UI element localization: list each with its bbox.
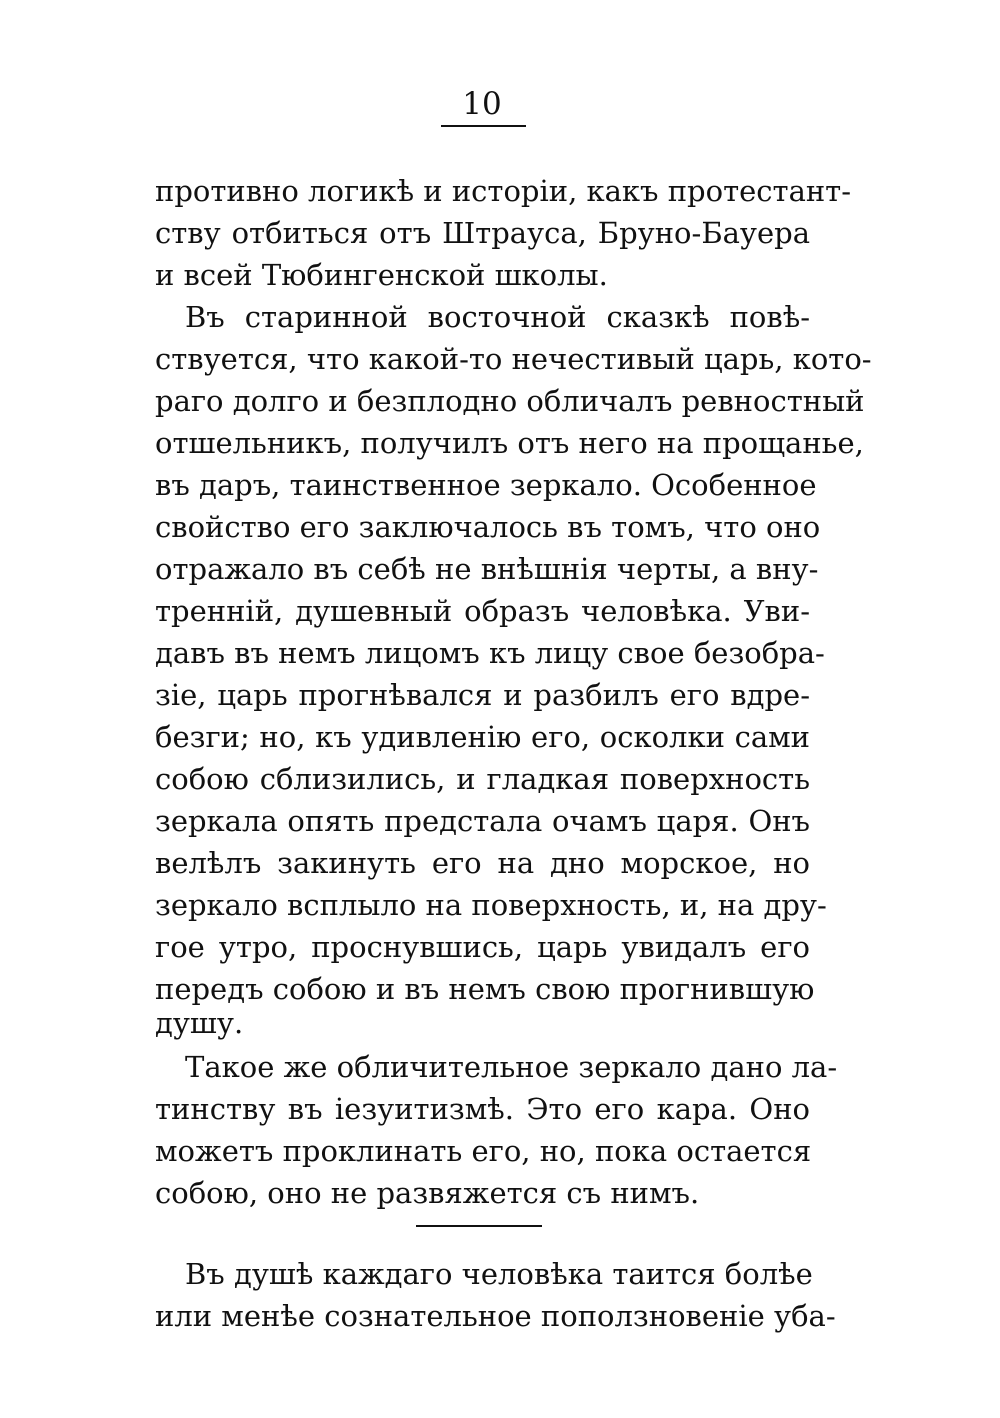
- text-line: ству отбиться отъ Штрауса, Бруно-Бауера: [155, 216, 810, 250]
- text-line: душу.: [155, 1006, 244, 1040]
- text-line: ствуется, что какой-то нечестивый царь, кото-: [155, 342, 872, 376]
- text-line: давъ въ немъ лицомъ къ лицу свое безобра-: [155, 636, 825, 670]
- text-line: зеркало всплыло на поверхность, и, на дру-: [155, 888, 827, 922]
- text-line: Такое же обличительное зеркало дано ла-: [185, 1050, 838, 1084]
- text-line: можетъ проклинать его, но, пока остается: [155, 1134, 812, 1168]
- text-line: или менѣе сознательное поползновеніе уба-: [155, 1299, 836, 1333]
- text-line: собою сблизились, и гладкая поверхность: [155, 762, 810, 796]
- text-line: противно логикѣ и исторіи, какъ протестант-: [155, 174, 852, 208]
- text-line: гое утро, проснувшись, царь увидалъ его: [155, 930, 810, 964]
- text-line: отражало въ себѣ не внѣшнія черты, а вну-: [155, 552, 819, 586]
- text-line: собою, оно не развяжется съ нимъ.: [155, 1176, 700, 1210]
- text-line: тинству въ іезуитизмѣ. Это его кара. Оно: [155, 1092, 810, 1126]
- section-divider: [416, 1225, 542, 1227]
- page-number: 10: [462, 86, 502, 122]
- text-line: отшельникъ, получилъ отъ него на прощанье,: [155, 426, 864, 460]
- text-line: передъ собою и въ немъ свою прогнившую: [155, 972, 815, 1006]
- text-line: зеркала опять предстала очамъ царя. Онъ: [155, 804, 810, 838]
- text-line: и всей Тюбингенской школы.: [155, 258, 608, 292]
- text-line: велѣлъ закинуть его на дно морское, но: [155, 846, 810, 880]
- text-line: раго долго и безплодно обличалъ ревностный: [155, 384, 865, 418]
- text-line: безги; но, къ удивленію его, осколки сами: [155, 720, 810, 754]
- text-line: тренній, душевный образъ человѣка. Уви-: [155, 594, 810, 628]
- text-line: Въ старинной восточной сказкѣ повѣ-: [185, 300, 810, 334]
- text-line: въ даръ, таинственное зеркало. Особенное: [155, 468, 817, 502]
- page-number-rule: [441, 125, 526, 127]
- text-line: свойство его заключалось въ томъ, что оно: [155, 510, 821, 544]
- text-line: зіе, царь прогнѣвался и разбилъ его вдре-: [155, 678, 810, 712]
- text-line: Въ душѣ каждаго человѣка таится болѣе: [185, 1257, 813, 1291]
